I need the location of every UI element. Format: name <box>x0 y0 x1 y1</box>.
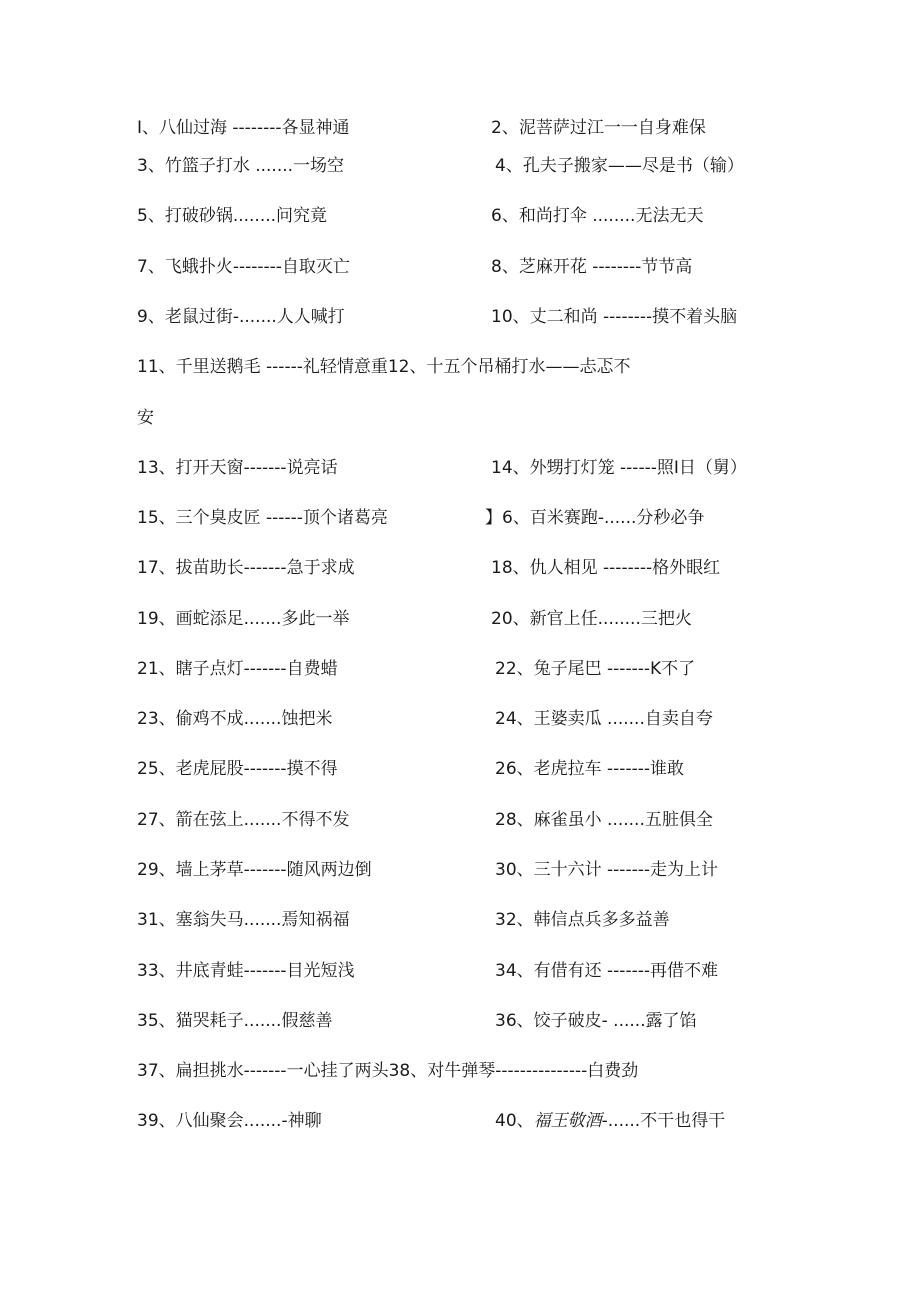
xiehouyu-24: 24、王婆卖瓜 .......自卖自夸 <box>495 709 713 729</box>
xiehouyu-6: 6、和尚打伞 ........无法无天 <box>491 206 704 226</box>
xiehouyu-40 <box>495 1110 725 1132</box>
xiehouyu-23: 23、偷鸡不成.......蚀把米 <box>137 709 333 729</box>
xiehouyu-17: 17、拔苗助长-------急于求成 <box>137 558 355 578</box>
xiehouyu-32: 32、韩信点兵多多益善 <box>495 910 670 930</box>
xiehouyu-1: I、八仙过海 --------各显神通 <box>137 118 350 138</box>
xiehouyu-26: 26、老虎拉车 -------谁敢 <box>495 759 684 779</box>
xiehouyu-12-continued: 安 <box>137 408 154 428</box>
xiehouyu-19: 19、画蛇添足.......多此一举 <box>137 609 350 629</box>
xiehouyu-15: 15、三个臭皮匠 ------顶个诸葛亮 <box>137 508 388 528</box>
xiehouyu-5: 5、打破砂锅........问究竟 <box>137 206 328 226</box>
xiehouyu-3: 3、竹篮子打水 .......一场空 <box>137 156 345 176</box>
xiehouyu-40-number: 40、 <box>495 1111 534 1131</box>
xiehouyu-40-answer: -......不干也得干 <box>601 1111 726 1131</box>
xiehouyu-18: 18、仇人相见 --------格外眼红 <box>491 558 721 578</box>
xiehouyu-31: 31、塞翁失马.......焉知祸福 <box>137 910 350 930</box>
xiehouyu-13: 13、打开天窗-------说亮话 <box>137 458 338 478</box>
xiehouyu-40-riddle: 福王敬酒 <box>533 1111 602 1131</box>
xiehouyu-30: 30、三十六计 -------走为上计 <box>495 860 718 880</box>
xiehouyu-35: 35、猫哭耗子.......假慈善 <box>137 1011 333 1031</box>
xiehouyu-11-12: 11、千里送鹅毛 ------礼轻情意重12、十五个吊桶打水——忐忑不 <box>137 357 631 377</box>
xiehouyu-4: 4、孔夫子搬家——尽是书（输） <box>495 156 744 176</box>
xiehouyu-28: 28、麻雀虽小 .......五脏俱全 <box>495 810 713 830</box>
xiehouyu-39: 39、八仙聚会.......-神聊 <box>137 1111 322 1131</box>
xiehouyu-7: 7、飞蛾扑火--------自取灭亡 <box>137 257 350 277</box>
xiehouyu-36: 36、饺子破皮- ......露了馅 <box>495 1011 697 1031</box>
xiehouyu-21: 21、瞎子点灯-------自费蜡 <box>137 659 338 679</box>
xiehouyu-14: 14、外甥打灯笼 ------照I日（舅） <box>491 458 747 478</box>
xiehouyu-27: 27、箭在弦上.......不得不发 <box>137 810 350 830</box>
xiehouyu-2: 2、泥菩萨过江一一自身难保 <box>491 118 706 138</box>
xiehouyu-29: 29、墙上茅草-------随风两边倒 <box>137 860 372 880</box>
xiehouyu-33: 33、井底青蛙-------目光短浅 <box>137 961 355 981</box>
xiehouyu-37-38: 37、扁担挑水-------一心挂了两头38、对牛弹琴---------------白费劲 <box>137 1061 639 1081</box>
xiehouyu-8: 8、芝麻开花 --------节节高 <box>491 257 693 277</box>
xiehouyu-22: 22、兔子尾巴 -------K不了 <box>495 659 696 679</box>
xiehouyu-9: 9、老鼠过街-.......人人喊打 <box>137 307 345 327</box>
xiehouyu-34: 34、有借有还 -------再借不难 <box>495 961 718 981</box>
xiehouyu-16: 】6、百米赛跑-......分秒必争 <box>485 508 705 528</box>
xiehouyu-10: 10、丈二和尚 --------摸不着头脑 <box>491 307 738 327</box>
xiehouyu-25: 25、老虎屁股-------摸不得 <box>137 759 338 779</box>
xiehouyu-20: 20、新官上任........三把火 <box>491 609 692 629</box>
